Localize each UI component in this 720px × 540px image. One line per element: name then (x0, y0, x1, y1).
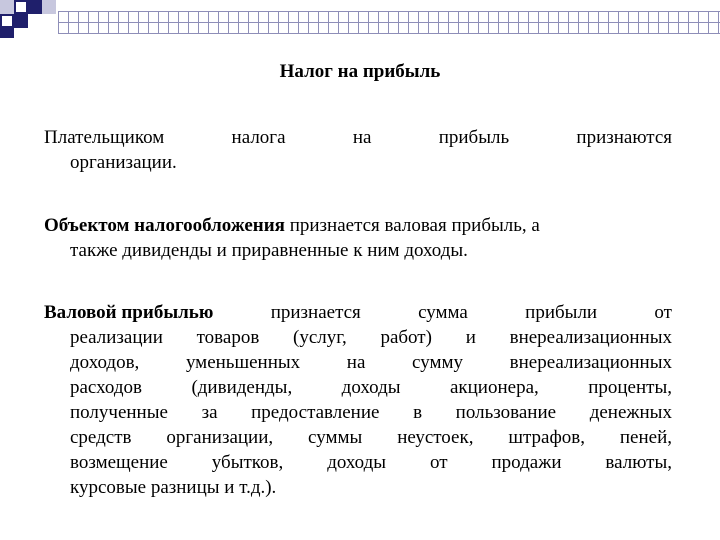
word: в (413, 402, 423, 423)
word: на (346, 352, 366, 373)
word: суммы (308, 427, 363, 448)
word: внереализационных (509, 352, 672, 373)
paragraph-line (44, 125, 672, 150)
deco-square (0, 28, 14, 38)
paragraph-line: организации. (70, 152, 177, 173)
paragraph-taxpayers (44, 125, 672, 175)
bold-term: Валовой прибылью (44, 302, 214, 323)
word: расходов (70, 377, 142, 398)
word: штрафов, (508, 427, 585, 448)
word: пеней, (619, 427, 672, 448)
word: признается (270, 302, 361, 323)
word: внереализационных (509, 327, 672, 348)
deco-square (42, 0, 56, 14)
word: сумма (418, 302, 468, 323)
word: за (201, 402, 218, 423)
paragraph-gross-profit (44, 300, 672, 500)
word: Плательщиком (44, 127, 165, 148)
word: валюты, (605, 452, 672, 473)
word: организации, (166, 427, 274, 448)
word: уменьшенных (185, 352, 301, 373)
word: пользование (455, 402, 557, 423)
word: (дивиденды, (191, 377, 293, 398)
word: на (352, 127, 372, 148)
word: реализации (70, 327, 163, 348)
word: от (429, 452, 448, 473)
paragraph-line (70, 375, 672, 400)
deco-square (14, 14, 28, 28)
word: доходы (341, 377, 401, 398)
word: работ) (380, 327, 432, 348)
word: предоставление (251, 402, 380, 423)
word: товаров (196, 327, 260, 348)
paragraph-line: также дивиденды и приравненные к ним доходы. (70, 240, 468, 261)
paragraph-line (70, 400, 672, 425)
corner-squares-decoration (0, 0, 60, 40)
word: (услуг, (293, 327, 347, 348)
deco-square (14, 0, 28, 14)
word: доходы (327, 452, 387, 473)
word: сумму (412, 352, 463, 373)
paragraph-line (44, 213, 672, 238)
paragraph-line: курсовые разницы и т.д.). (70, 477, 277, 498)
word: акционера, (449, 377, 539, 398)
line-text: признается валовая прибыль, а (284, 215, 540, 236)
paragraph-line (70, 425, 672, 450)
word: возмещение (70, 452, 168, 473)
slide-title: Налог на прибыль (279, 61, 441, 82)
paragraph-line (70, 350, 672, 375)
word: полученные (70, 402, 168, 423)
paragraph-tax-object (44, 213, 672, 263)
word: прибыли (525, 302, 598, 323)
word: и (465, 327, 476, 348)
word: средств (70, 427, 132, 448)
word: убытков, (211, 452, 284, 473)
word: налога (231, 127, 286, 148)
paragraph-line (70, 325, 672, 350)
deco-square (0, 14, 14, 28)
bold-term: Объектом налогообложения (44, 215, 285, 236)
paragraph-line (70, 450, 672, 475)
word: от (654, 302, 672, 323)
word: денежных (589, 402, 672, 423)
word: проценты, (588, 377, 672, 398)
paragraph-line (44, 300, 672, 325)
deco-square (28, 0, 42, 14)
grid-band-decoration (58, 11, 720, 34)
word: продажи (491, 452, 562, 473)
word: доходов, (70, 352, 140, 373)
word: признаются (576, 127, 672, 148)
word: прибыль (438, 127, 510, 148)
deco-square (0, 0, 14, 14)
word: неустоек, (397, 427, 474, 448)
